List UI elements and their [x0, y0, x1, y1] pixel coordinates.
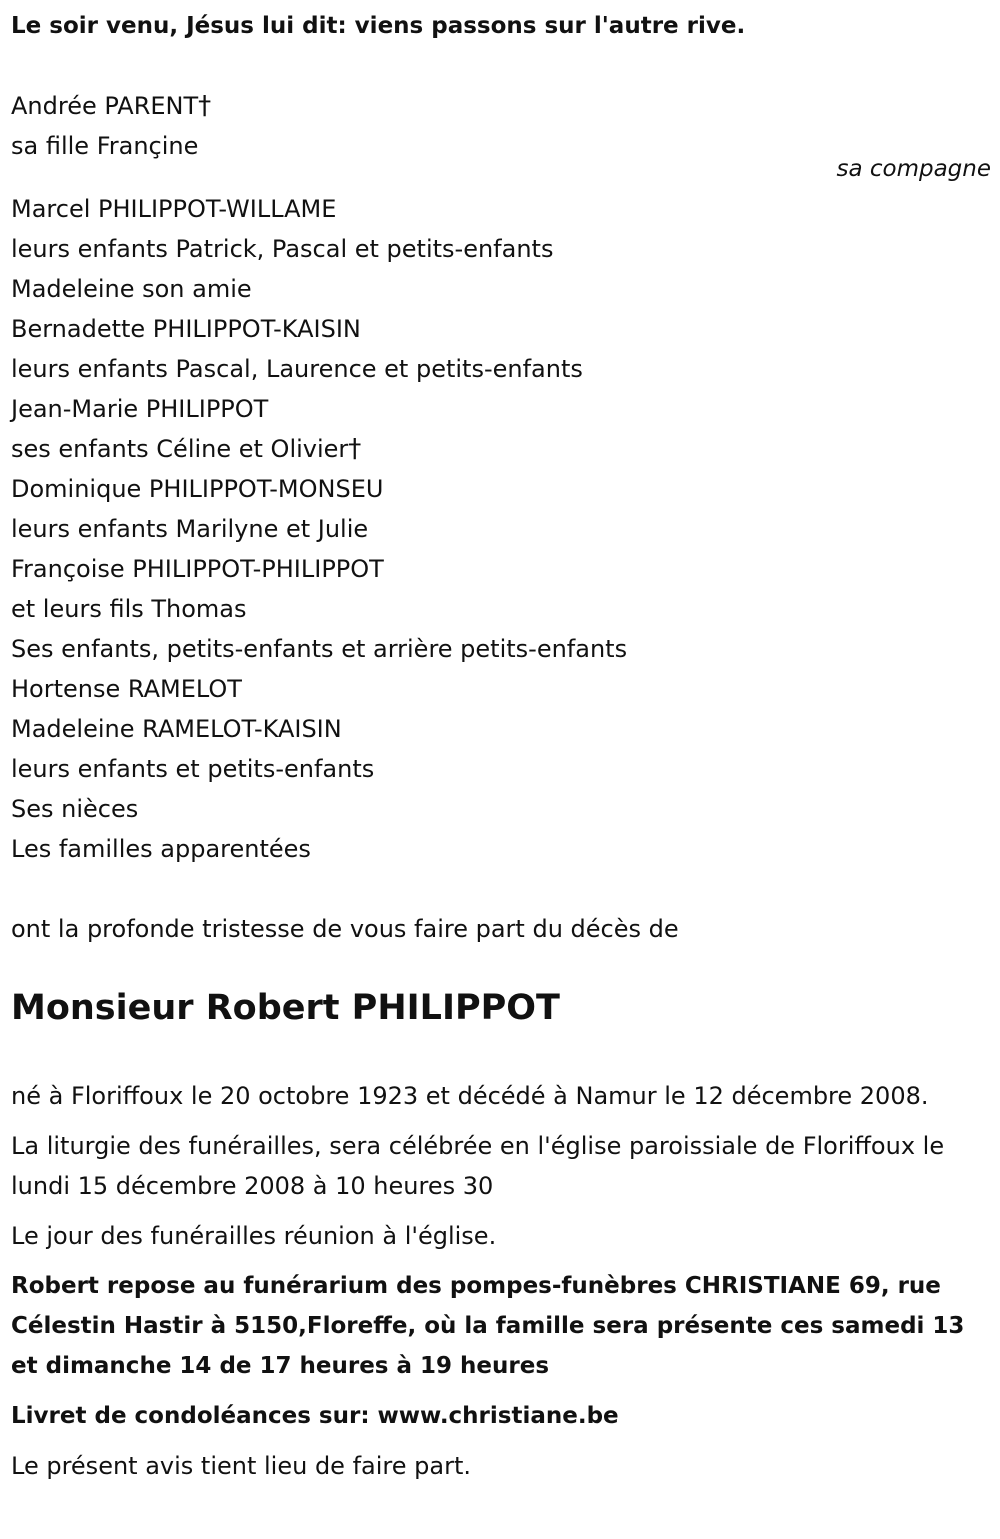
family-member-line	[11, 709, 627, 749]
family-member-line	[11, 269, 627, 309]
announcement-text: ont la profonde tristesse de vous faire part du décès de	[11, 915, 679, 943]
family-member-text: Bernadette PHILIPPOT-KAISIN	[11, 315, 361, 343]
family-member-text: leurs enfants et petits-enfants	[11, 755, 375, 783]
family-member-line	[11, 669, 627, 709]
condolences-text: Livret de condoléances sur: www.christiane.be	[11, 1403, 619, 1429]
reunion-text: Le jour des funérailles réunion à l'église.	[11, 1222, 497, 1250]
family-member-line	[11, 829, 627, 869]
family-member-text: Les familles apparentées	[11, 835, 311, 863]
family-member-text: Hortense RAMELOT	[11, 675, 242, 703]
family-member-text: Madeleine son amie	[11, 275, 252, 303]
family-member-line	[11, 749, 627, 789]
birth-death-text: né à Floriffoux le 20 octobre 1923 et décédé à Namur le 12 décembre 2008.	[11, 1082, 929, 1110]
notice-text: Le présent avis tient lieu de faire part.	[11, 1452, 471, 1480]
family-member-text: Jean-Marie PHILIPPOT	[11, 395, 269, 423]
family-member-line	[11, 429, 627, 469]
cross-icon: †	[198, 91, 212, 121]
spouse-daughter: sa fille Françine	[11, 132, 199, 160]
family-member-line	[11, 789, 627, 829]
spouse-name: Andrée PARENT	[11, 92, 199, 120]
family-member-line	[11, 229, 627, 269]
family-member-text: Marcel PHILIPPOT-WILLAME	[11, 195, 337, 223]
family-member-line	[11, 549, 627, 589]
family-member-text: leurs enfants Patrick, Pascal et petits-enfants	[11, 235, 554, 263]
family-member-line	[11, 629, 627, 669]
spouse-name-line	[11, 86, 211, 126]
funeral-home-text: Robert repose au funérarium des pompes-funèbres CHRISTIANE 69, rue Célestin Hastir à 5150,Floreffe, où la famille sera présente ces samedi 13 et dimanche 14 de 17 heures à 19 heures	[11, 1273, 965, 1379]
family-member-line	[11, 349, 627, 389]
family-member-text: et leurs fils Thomas	[11, 595, 247, 623]
family-member-text: ses enfants Céline et Olivier	[11, 435, 349, 463]
family-member-line	[11, 469, 627, 509]
family-member-text: Dominique PHILIPPOT-MONSEU	[11, 475, 384, 503]
family-member-line	[11, 309, 627, 349]
family-member-text: Ses nièces	[11, 795, 139, 823]
family-member-text: Françoise PHILIPPOT-PHILIPPOT	[11, 555, 384, 583]
cross-icon: †	[348, 434, 362, 464]
family-member-text: leurs enfants Marilyne et Julie	[11, 515, 369, 543]
bible-verse: Le soir venu, Jésus lui dit: viens passons sur l'autre rive.	[11, 13, 746, 39]
family-member-text: leurs enfants Pascal, Laurence et petits-enfants	[11, 355, 583, 383]
spouse-block	[11, 86, 211, 166]
family-member-line	[11, 509, 627, 549]
liturgy-text: La liturgie des funérailles, sera célébrée en l'église paroissiale de Floriffoux le lundi 15 décembre 2008 à 10 heures 30	[11, 1132, 945, 1200]
family-member-line	[11, 589, 627, 629]
family-list	[11, 189, 627, 869]
family-member-line	[11, 189, 627, 229]
funeral-details	[11, 1076, 971, 1496]
deceased-name: Monsieur Robert PHILIPPOT	[11, 988, 560, 1028]
spouse-relation: sa compagne	[836, 156, 991, 182]
family-member-line	[11, 389, 627, 429]
family-member-text: Madeleine RAMELOT-KAISIN	[11, 715, 342, 743]
family-member-text: Ses enfants, petits-enfants et arrière petits-enfants	[11, 635, 628, 663]
